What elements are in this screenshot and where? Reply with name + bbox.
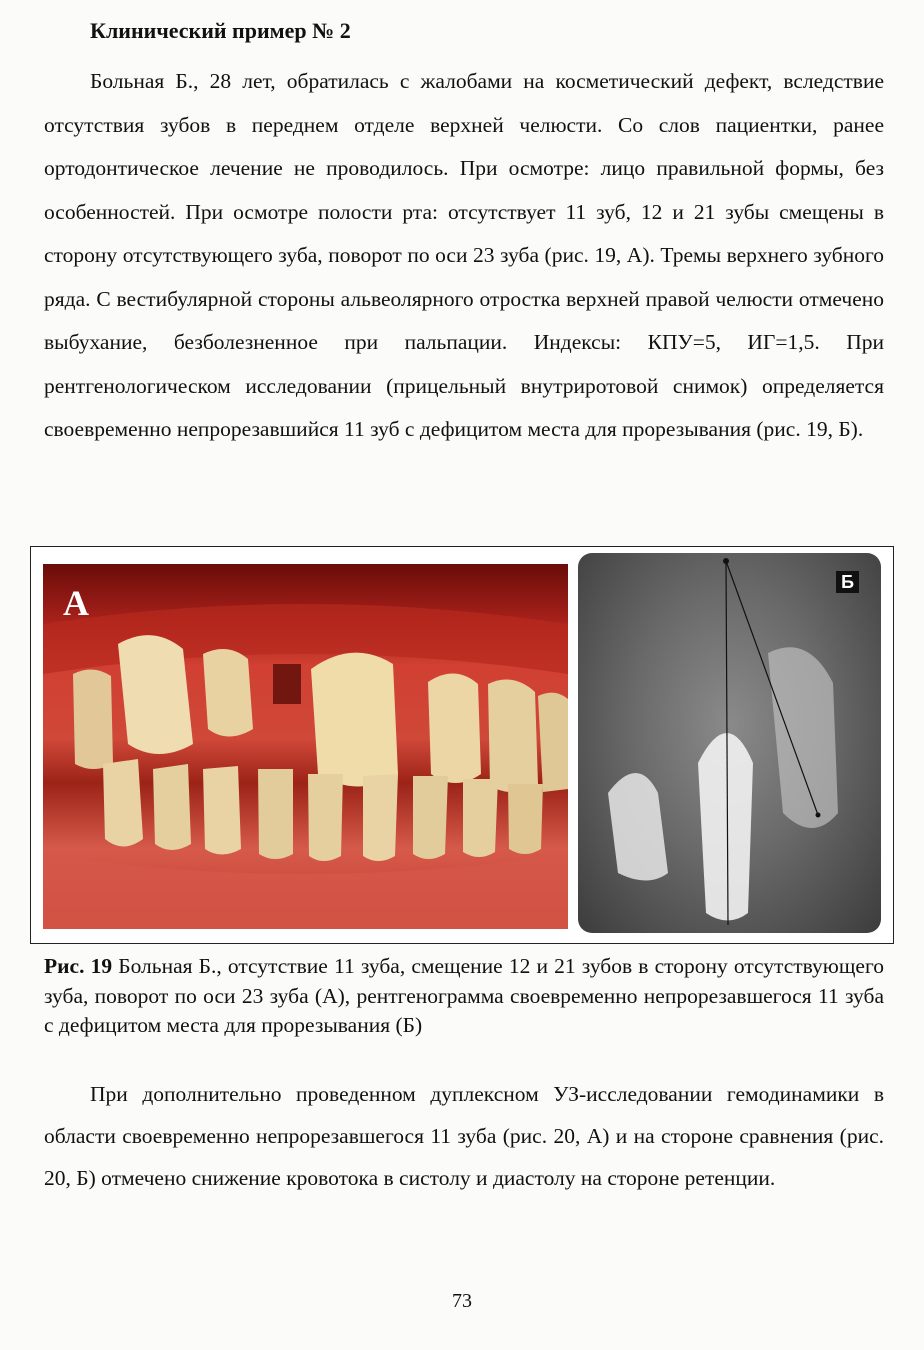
paragraph-case-description: Больная Б., 28 лет, обратилась с жалобами на косметический дефект, вследствие отсутствия зубов в переднем отделе верхней челюсти. Со слов пациентки, ранее ортодонтическое лечение не проводилось. При осмотре: лицо правильной формы, без особенностей. При осмотре полости рта: отсутствует 11 зуб, 12 и 21 зубы смещены в сторону отсутствующего зуба, поворот по оси 23 зуба (рис. 19, А). Тремы верхнего зубного ряда. С вестибулярной стороны альвеолярного отростка верхней правой челюсти отмечено выбухание, безболезненное при пальпации. Индексы: КПУ=5, ИГ=1,5. При рентгенологическом исследовании (прицельный внутриротовой снимок) определяется своевременно непрорезавшийся 11 зуб с дефицитом места для прорезывания (рис. 19, Б). xyxy=(44,69,884,441)
section-heading: Клинический пример № 2 xyxy=(90,18,351,43)
caption-text: Больная Б., отсутствие 11 зуба, смещение 12 и 21 зубов в сторону отсутствующего зуба, поворот по оси 23 зуба (А), рентгенограмма своевременно непрорезавшегося 11 зуба с дефицитом места для прорезывания (Б) xyxy=(44,954,884,1037)
figure-caption xyxy=(44,952,884,1041)
teeth-illustration xyxy=(43,564,568,929)
caption-prefix: Рис. 19 xyxy=(44,954,113,978)
paragraph-ultrasound: При дополнительно проведенном дуплексном УЗ-исследовании гемодинамики в области своевременно непрорезавшегося 11 зуба (рис. 20, А) и на стороне сравнения (рис. 20, Б) отмечено снижение кровотока в систолу и диастолу на стороне ретенции. xyxy=(44,1082,884,1190)
xray-illustration xyxy=(578,553,881,933)
figure-label-a: А xyxy=(63,583,89,623)
radiograph xyxy=(578,553,881,933)
figure-19 xyxy=(30,546,894,944)
figure-label-b: Б xyxy=(836,571,859,593)
intraoral-photo xyxy=(43,564,568,929)
page-number: 73 xyxy=(452,1290,472,1312)
